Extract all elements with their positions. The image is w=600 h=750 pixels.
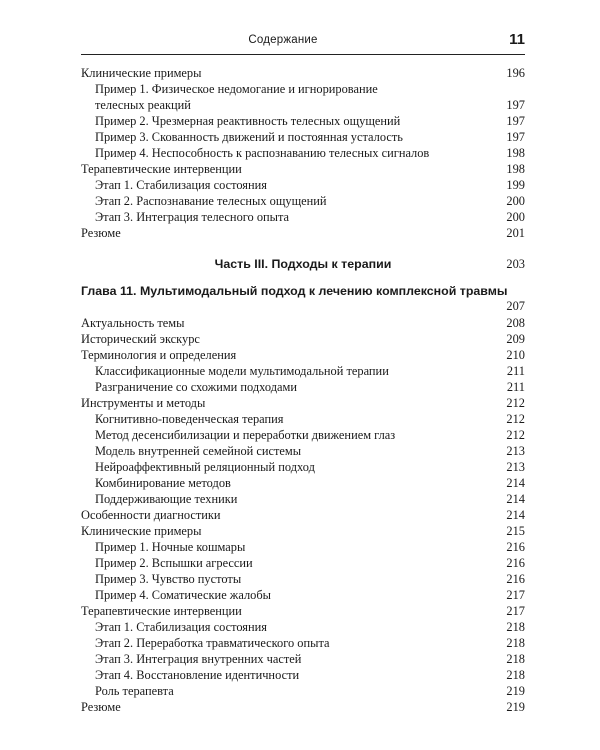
toc-entry-title: Пример 1. Физическое недомогание и игнорирование телесных реакций: [95, 82, 378, 112]
toc-entry-page: 199: [506, 178, 525, 192]
toc-entry-title: Классификационные модели мультимодальной терапии: [95, 364, 389, 378]
toc-entry-page: 216: [506, 556, 525, 570]
toc-entry-page: 203: [506, 257, 525, 271]
toc-entry-title: Этап 3. Интеграция внутренних частей: [95, 652, 302, 666]
toc-entry-title: Пример 2. Чрезмерная реактивность телесных ощущений: [95, 114, 401, 128]
toc-entry-page: 212: [506, 428, 525, 442]
toc-entry-title: Этап 4. Восстановление идентичности: [95, 668, 300, 682]
toc-entry-page: 209: [506, 332, 525, 346]
toc-entry-title: Этап 1. Стабилизация состояния: [95, 178, 267, 192]
toc-entry-title: Роль терапевта: [95, 684, 174, 698]
toc-entry-title: Нейроаффективный реляционный подход: [95, 460, 315, 474]
toc-entry-title: Исторический экскурс: [81, 332, 200, 346]
toc-entry-page: 211: [506, 380, 525, 394]
toc-entry-page: 213: [506, 460, 525, 474]
toc-entry-page: 200: [506, 210, 525, 224]
toc-entry-page: 208: [506, 316, 525, 330]
toc-entry-title: Особенности диагностики: [81, 508, 221, 522]
toc-entry-page: 213: [506, 444, 525, 458]
toc-entry-title: Актуальность темы: [81, 316, 185, 330]
part-title: Часть III. Подходы к терапии: [214, 257, 392, 271]
toc-entry-title: Клинические примеры: [81, 524, 202, 538]
toc-entry-title: Пример 4. Соматические жалобы: [95, 588, 271, 602]
toc-entry-title: Резюме: [81, 226, 121, 240]
toc-entry-title: Пример 4. Неспособность к распознаванию телесных сигналов: [95, 146, 430, 160]
toc-entry-title: Этап 1. Стабилизация состояния: [95, 620, 267, 634]
toc-entry-page: 198: [506, 146, 525, 160]
toc-entry-title: Комбинирование методов: [95, 476, 231, 490]
toc-entry-page: 216: [506, 572, 525, 586]
toc-entry-page: 207: [506, 299, 525, 313]
toc-entry-title: Пример 3. Чувство пустоты: [95, 572, 242, 586]
toc-entry-title: Этап 2. Распознавание телесных ощущений: [95, 194, 327, 208]
toc-entry-page: 212: [506, 412, 525, 426]
toc-entry-title: Пример 2. Вспышки агрессии: [95, 556, 253, 570]
toc-entry-page: 218: [506, 652, 525, 666]
toc-entry-page: 214: [506, 508, 525, 522]
toc-entry-page: 219: [506, 684, 525, 698]
toc-entry-page: 201: [506, 226, 525, 240]
header-page-number: 11: [509, 31, 525, 48]
toc-entry-page: 214: [506, 476, 525, 490]
toc-entry-page: 197: [506, 98, 525, 112]
toc-entry-page: 211: [506, 364, 525, 378]
toc-entry-title: Модель внутренней семейной системы: [95, 444, 302, 458]
toc-entry-title: Терминология и определения: [81, 348, 237, 362]
toc-entry-title: Терапевтические интервенции: [81, 604, 242, 618]
toc-entry-page: 200: [506, 194, 525, 208]
toc-entry-page: 218: [506, 620, 525, 634]
toc-entry-page: 218: [506, 636, 525, 650]
toc-entry-title: Поддерживающие техники: [95, 492, 238, 506]
toc-entry-page: 219: [506, 700, 525, 714]
toc-entry-page: 198: [506, 162, 525, 176]
header-title: Содержание: [248, 34, 318, 46]
toc-entry-page: 218: [506, 668, 525, 682]
toc-entry-page: 217: [506, 588, 525, 602]
toc-entry-page: 217: [506, 604, 525, 618]
toc-entry-title: Пример 3. Скованность движений и постоянная усталость: [95, 130, 403, 144]
running-header: [81, 30, 525, 55]
toc-entry-page: 197: [506, 114, 525, 128]
toc-entry-title: Когнитивно-поведенческая терапия: [95, 412, 284, 426]
toc-entry-title: Разграничение со схожими подходами: [95, 380, 298, 394]
toc-entry-title: Этап 2. Переработка травматического опыта: [95, 636, 330, 650]
toc-entry-title: Метод десенсибилизации и переработки движением глаз: [95, 428, 396, 442]
toc-entry-page: 215: [506, 524, 525, 538]
chapter-title: Глава 11. Мультимодальный подход к лечению комплексной травмы: [81, 284, 508, 298]
toc-entry-title: Резюме: [81, 700, 121, 714]
toc-entry-page: 197: [506, 130, 525, 144]
toc-entry-page: 216: [506, 540, 525, 554]
toc-entry-title: Терапевтические интервенции: [81, 162, 242, 176]
toc-entry-page: 212: [506, 396, 525, 410]
toc-entry-page: 214: [506, 492, 525, 506]
toc-entry-page: 196: [506, 66, 525, 80]
toc-entry-page: 210: [506, 348, 525, 362]
toc-entry-title: Этап 3. Интеграция телесного опыта: [95, 210, 290, 224]
toc-entry-title: Клинические примеры: [81, 66, 202, 80]
toc-entry-title: Пример 1. Ночные кошмары: [95, 540, 246, 554]
toc-entry-title: Инструменты и методы: [81, 396, 206, 410]
